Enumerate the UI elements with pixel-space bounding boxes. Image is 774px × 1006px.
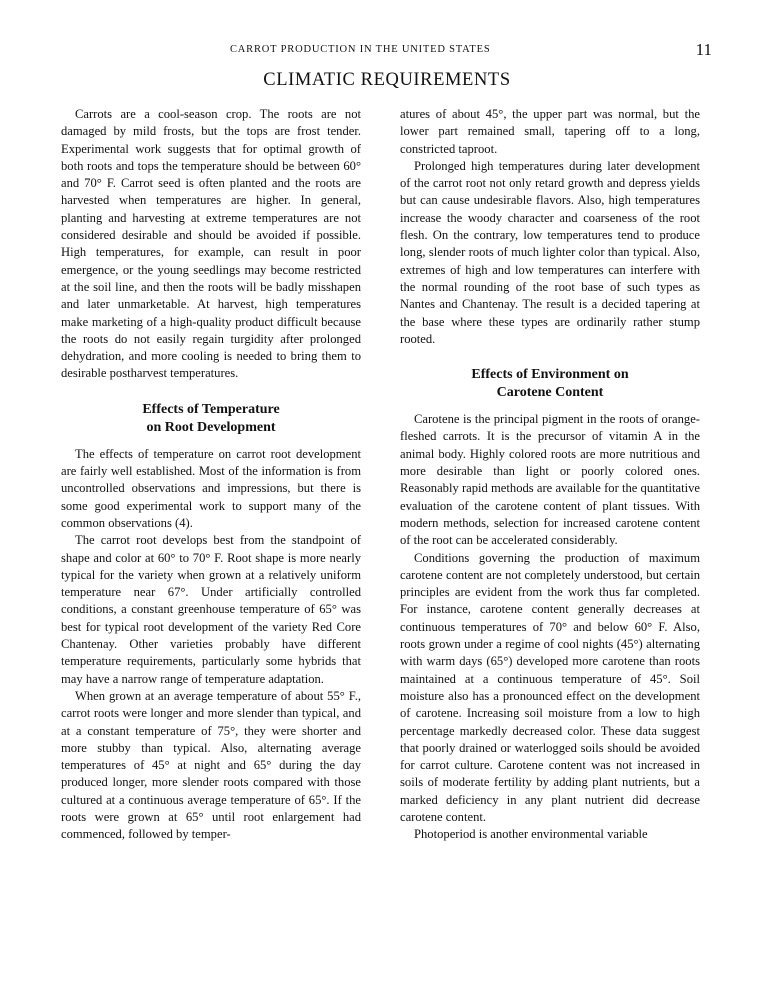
section-heading-line: Carotene Content bbox=[496, 385, 604, 401]
left-column bbox=[61, 106, 361, 844]
body-paragraph: Prolonged high temperatures during later development of the carrot root not only retard growth and depress yields but can cause undesirable flavors. Also, high temperatures increase the woody character and coarseness of the root flesh. On the contrary, low temperatures tend to produce long, slender roots of much lighter color than typical. Also, extremes of high and low temperatures can interfere with the normal rounding of the root base of such types as Nantes and Chantenay. The result is a decided tapering at the base where these types are ordinarily rather stump rooted. bbox=[400, 158, 700, 346]
section-heading-line: Effects of Environment on bbox=[471, 367, 629, 383]
page-title: CLIMATIC REQUIREMENTS bbox=[263, 70, 511, 90]
body-paragraph: Photoperiod is another environmental variable bbox=[414, 827, 648, 842]
section-heading-temperature bbox=[61, 401, 361, 437]
section-heading-line: Effects of Temperature bbox=[142, 401, 280, 417]
body-paragraph: When grown at an average temperature of about 55° F., carrot roots were longer and more slender than typical, and at a constant temperature of 75°, they were shorter and more stubby than typical. Also, alternating average temperatures of 45° at night and 65° during the day produced longer, more slender roots compared with those cultured at a continuous average temperature of 65°. If the roots were grown at 65° until root enlargement had commenced, followed by temper- bbox=[61, 688, 361, 842]
section-heading-carotene bbox=[400, 366, 700, 402]
page-number: 11 bbox=[695, 40, 712, 59]
running-header bbox=[0, 40, 774, 62]
body-paragraph: Conditions governing the production of maximum carotene content are not completely understood, but certain principles are evident from the work thus far completed. For instance, carotene content generally decreases at continuous temperatures of 70° and below 60° F. Also, roots grown under a regime of cool nights (45°) alternating with warm days (65°) developed more carotene than roots maintained at a continuous temperature of 45°. Soil moisture also has a pronounced effect on the development of carotene. Increasing soil moisture from a low to high percentage markedly decreased color. These data suggest that poorly drained or waterlogged soils should be avoided for carrot culture. Carotene content was not increased in soils of moderate fertility by adding plant nutrients, but a marked deficiency in any plant nutrient did decrease carotene content. bbox=[400, 550, 700, 824]
running-title: CARROT PRODUCTION IN THE UNITED STATES bbox=[230, 44, 491, 55]
continued-paragraph: atures of about 45°, the upper part was normal, but the lower part remained small, tapering off to a long, constricted taproot. bbox=[400, 107, 700, 156]
intro-paragraph: Carrots are a cool-season crop. The roots are not damaged by mild frosts, but the tops are frost tender. Experimental work suggests that for optimal growth of both roots and tops the temperature should be between 60° and 70° F. Carrot seed is often planted and the roots are harvested when temperatures are higher. In general, planting and harvesting at extreme temperatures are not considered desirable and should be avoided if possible. High temperatures, for example, can result in poor emergence, or the young seedlings may become restricted at the soil line, and then the roots will be badly misshapen and later unmarketable. At harvest, high temperatures make marketing of a high-quality product difficult because the roots do not easily regain turgidity after prolonged dehydration, and more cooling is needed to bring them to desirable postharvest temperatures. bbox=[61, 107, 361, 381]
body-paragraph: Carotene is the principal pigment in the roots of orange-fleshed carrots. It is the precursor of vitamin A in the animal body. Highly colored roots are more nutritious and more desirable than light or poorly colored ones. Reasonably rapid methods are available for the quantitative evaluation of the carotene content of plant tissues. With modern methods, selection for increased carotene content of the root can be accelerated considerably. bbox=[400, 412, 700, 548]
section-heading-line: on Root Development bbox=[146, 419, 276, 435]
body-paragraph: The effects of temperature on carrot root development are fairly well established. Most of the information is from uncontrolled observations and impressions, but there is some good experimental work to support many of the common observations (4). bbox=[61, 446, 361, 530]
body-paragraph: The carrot root develops best from the standpoint of shape and color at 60° to 70° F. Root shape is more nearly typical for the variety when grown at a relatively uniform temperature near 67°. Under artificially controlled conditions, a constant greenhouse temperature of 65° was best for typical root development of the variety Red Core Chantenay. Other varieties probably have different temperature requirements, particularly some hybrids that may have a narrow range of temperature adaptation. bbox=[61, 533, 361, 686]
right-column bbox=[400, 106, 700, 844]
